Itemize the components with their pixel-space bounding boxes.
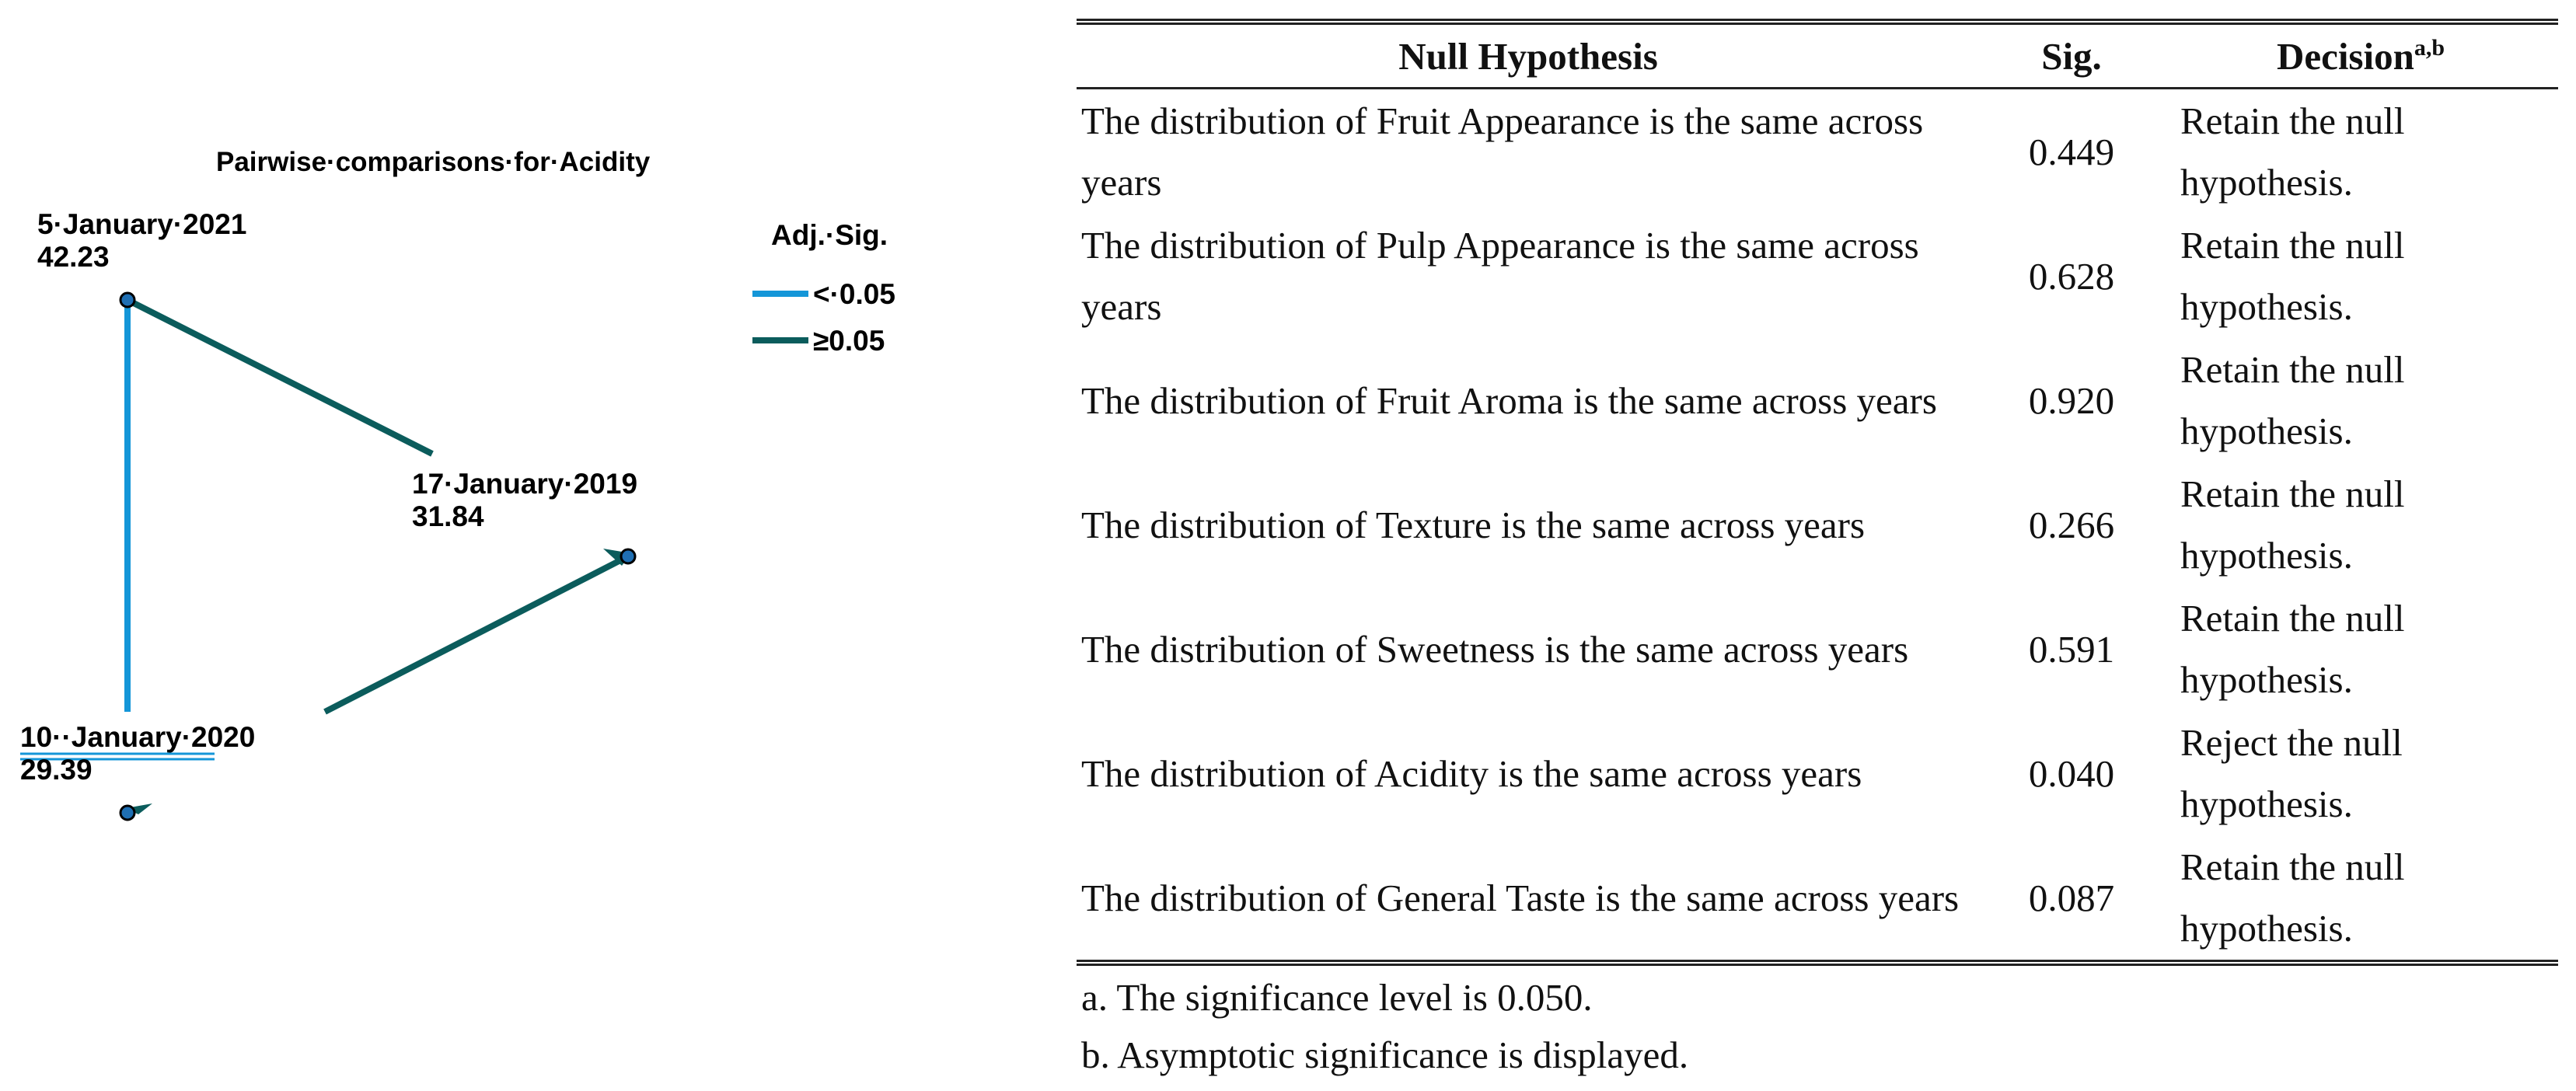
sig-cell: 0.449 (2028, 130, 2115, 173)
note-a: a. The significance level is 0.050. (1081, 976, 1593, 1019)
header-decision-text: Decision (2276, 34, 2414, 78)
decision-cell: Retain the null hypothesis. (2180, 348, 2405, 452)
node-2020 (120, 806, 134, 820)
hypothesis-cell: The distribution of Pulp Appearance is the same across years (1081, 224, 1919, 328)
node-2019-value: 31.84 (412, 500, 484, 532)
legend-title: Adj.·Sig. (771, 219, 888, 251)
node-2019 (621, 549, 635, 563)
hypothesis-cell: The distribution of General Taste is the same across years (1081, 876, 1960, 919)
node-2021-name: 5·January·2021 (37, 208, 247, 240)
node-2021-label (37, 208, 246, 274)
hypothesis-test-summary (1077, 19, 2558, 1084)
header-decision (2163, 22, 2558, 89)
table-header-row (1077, 22, 2558, 89)
decision-cell: Retain the null hypothesis. (2180, 224, 2405, 328)
sig-cell: 0.591 (2028, 627, 2115, 671)
sig-cell: 0.920 (2028, 378, 2115, 422)
decision-cell: Retain the null hypothesis. (2180, 99, 2405, 204)
node-2021 (120, 293, 134, 307)
node-2020-value: 29.39 (20, 754, 92, 786)
hypothesis-cell: The distribution of Texture is the same across years (1081, 503, 1866, 546)
table-row (1077, 835, 2558, 963)
sig-cell: 0.040 (2028, 751, 2115, 795)
decision-cell: Retain the null hypothesis. (2180, 597, 2405, 701)
decision-cell: Retain the null hypothesis. (2180, 472, 2405, 577)
table-row (1077, 89, 2558, 214)
table-notes (1077, 969, 2558, 1084)
sig-cell: 0.266 (2028, 503, 2115, 546)
node-2021-value: 42.23 (37, 241, 110, 273)
node-2019-name: 17·January·2019 (412, 468, 638, 500)
decision-cell: Retain the null hypothesis. (2180, 845, 2405, 950)
hypothesis-cell: The distribution of Sweetness is the same across years (1081, 627, 1909, 671)
table-row (1077, 338, 2558, 462)
node-2020-label (20, 721, 255, 786)
header-null-hypothesis: Null Hypothesis (1077, 22, 1980, 89)
table-row (1077, 462, 2558, 587)
sig-cell: 0.087 (2028, 876, 2115, 919)
table-row (1077, 711, 2558, 835)
diagram-title: Pairwise·comparisons·for·Acidity (216, 147, 651, 177)
node-2019-label (412, 468, 637, 533)
pairwise-comparison-diagram (0, 0, 1026, 1091)
note-b: b. Asymptotic significance is displayed. (1081, 1033, 1689, 1076)
edge-2019-2020 (325, 556, 628, 712)
legend-label-not-significant: ≥0.05 (813, 325, 885, 357)
edge-2021-2019 (127, 300, 432, 454)
summary-table (1077, 19, 2558, 966)
table-row (1077, 214, 2558, 338)
header-decision-superscript: a,b (2414, 34, 2445, 61)
sig-cell: 0.628 (2028, 254, 2115, 298)
legend-label-significant: <·0.05 (813, 278, 895, 310)
header-sig: Sig. (1980, 22, 2163, 89)
table-row (1077, 587, 2558, 711)
node-2020-name: 10··January·2020 (20, 721, 256, 753)
hypothesis-cell: The distribution of Fruit Appearance is the same across years (1081, 99, 1924, 204)
hypothesis-cell: The distribution of Fruit Aroma is the same across years (1081, 378, 1937, 422)
decision-cell: Reject the null hypothesis. (2180, 721, 2403, 825)
hypothesis-cell: The distribution of Acidity is the same across years (1081, 751, 1862, 795)
